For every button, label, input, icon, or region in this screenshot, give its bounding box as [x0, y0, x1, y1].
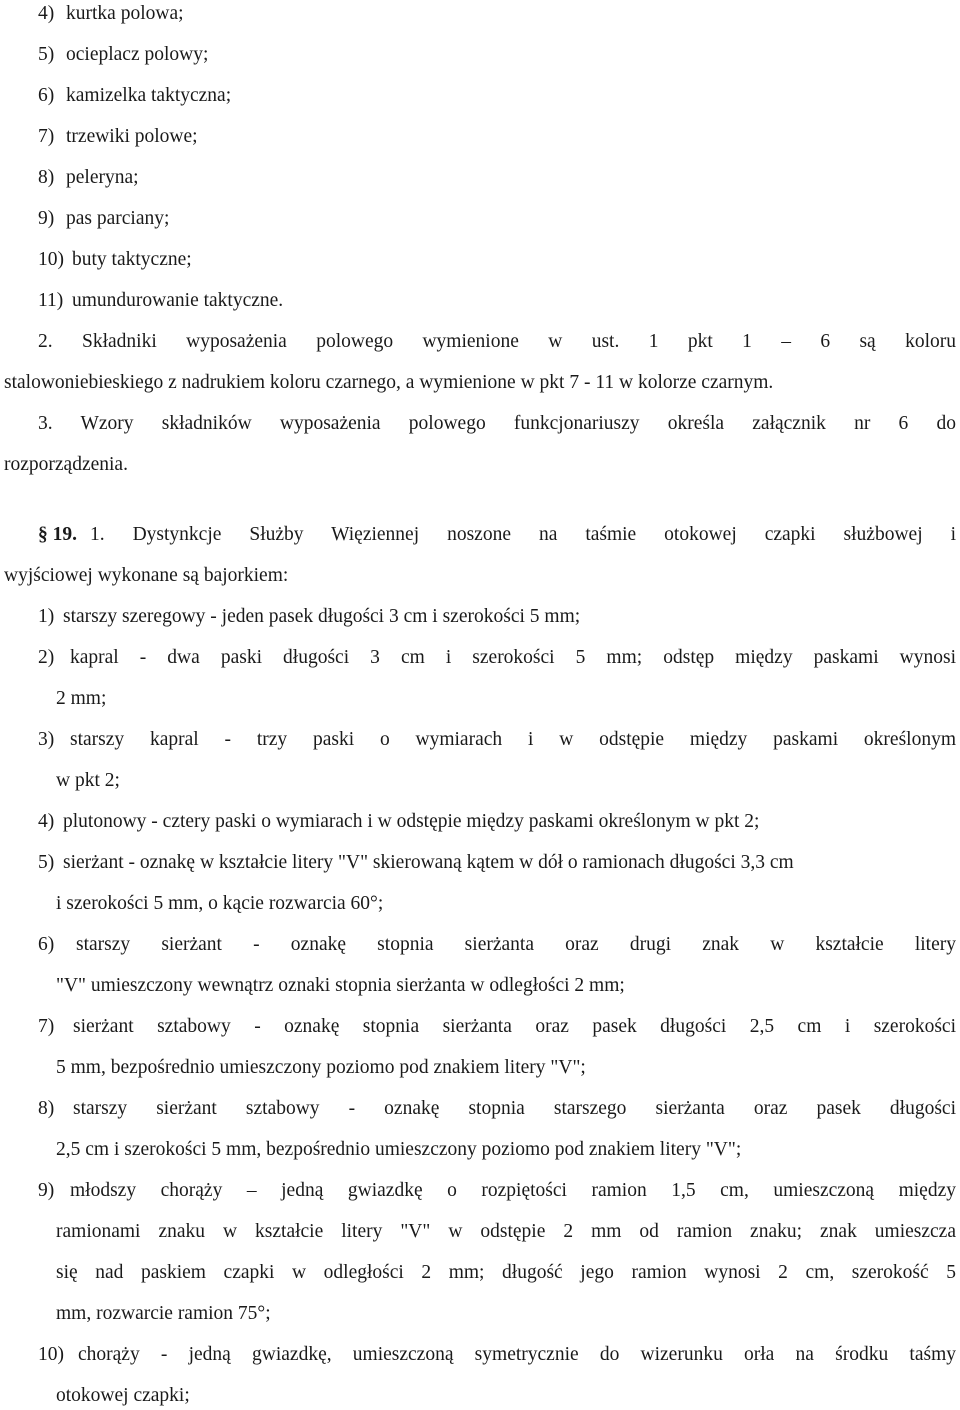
rank-number: 1)	[38, 606, 55, 627]
list-item-number: 11)	[38, 290, 64, 311]
rank-number: 4)	[38, 811, 55, 832]
rank-text: 2 mm;	[56, 688, 107, 709]
rank-number: 5)	[38, 852, 55, 873]
section-mark: § 19.	[38, 524, 77, 545]
list-item-number: 8)	[38, 167, 55, 188]
list-item-number: 7)	[38, 126, 55, 147]
rank-number: 8)	[38, 1098, 55, 1119]
paragraph-3-line-1: 3. Wzory składników wyposażenia polowego funkcjonariuszy określa załącznik nr 6 do	[38, 414, 956, 434]
rank-text: starszy sierżant - oznakę stopnia sierżanta oraz drugi znak w kształcie litery	[76, 935, 956, 955]
list-item-number: 5)	[38, 44, 55, 65]
rank-text: młodszy chorąży – jedną gwiazdkę o rozpiętości ramion 1,5 cm, umieszczoną między	[70, 1181, 956, 1201]
rank-text: sierżant - oznakę w kształcie litery "V" skierowaną kątem w dół o ramionach długości 3,3 cm	[63, 852, 794, 873]
rank-number: 7)	[38, 1016, 55, 1037]
section-19-line-1: 1. Dystynkcje Służby Więziennej noszone na taśmie otokowej czapki służbowej i	[90, 525, 956, 545]
list-item-number: 4)	[38, 3, 55, 24]
paragraph-2-line-1: 2. Składniki wyposażenia polowego wymienione w ust. 1 pkt 1 – 6 są koloru	[38, 332, 956, 352]
list-item-number: 9)	[38, 208, 55, 229]
list-item-text: peleryna;	[66, 167, 139, 188]
section-19-line-2: wyjściowej wykonane są bajorkiem:	[4, 565, 289, 586]
list-item-text: trzewiki polowe;	[66, 126, 198, 147]
rank-text: starszy szeregowy - jeden pasek długości 3 cm i szerokości 5 mm;	[63, 606, 581, 627]
list-item-number: 6)	[38, 85, 55, 106]
rank-text: kapral - dwa paski długości 3 cm i szerokości 5 mm; odstęp między paskami wynosi	[70, 648, 956, 668]
paragraph-2-line-2: stalowoniebieskiego z nadrukiem koloru czarnego, a wymienione w pkt 7 - 11 w kolorze czarnym.	[4, 372, 774, 393]
rank-text: starszy kapral - trzy paski o wymiarach i w odstępie między paskami określonym	[70, 730, 956, 750]
list-item-text: kurtka polowa;	[66, 3, 184, 24]
rank-number: 2)	[38, 647, 55, 668]
list-item-text: kamizelka taktyczna;	[66, 85, 232, 106]
rank-text: otokowej czapki;	[56, 1385, 190, 1406]
list-item-number: 10)	[38, 249, 64, 270]
list-item-text: pas parciany;	[66, 208, 170, 229]
rank-text: w pkt 2;	[56, 770, 120, 791]
rank-number: 6)	[38, 934, 55, 955]
list-item-text: buty taktyczne;	[72, 249, 192, 270]
rank-number: 10)	[38, 1344, 64, 1365]
rank-number: 3)	[38, 729, 55, 750]
rank-text: się nad paskiem czapki w odległości 2 mm; długość jego ramion wynosi 2 cm, szerokość 5	[56, 1263, 956, 1283]
rank-text: sierżant sztabowy - oznakę stopnia sierżanta oraz pasek długości 2,5 cm i szerokości	[73, 1017, 956, 1037]
rank-text: mm, rozwarcie ramion 75°;	[56, 1303, 271, 1324]
rank-number: 9)	[38, 1180, 55, 1201]
rank-text: ramionami znaku w kształcie litery "V" w odstępie 2 mm od ramion znaku; znak umieszcza	[56, 1222, 956, 1242]
rank-text: chorąży - jedną gwiazdkę, umieszczoną symetrycznie do wizerunku orła na środku taśmy	[78, 1345, 956, 1365]
list-item-text: umundurowanie taktyczne.	[72, 290, 284, 311]
rank-text: plutonowy - cztery paski o wymiarach i w odstępie między paskami określonym w pkt 2;	[63, 811, 760, 832]
rank-text: 5 mm, bezpośrednio umieszczony poziomo pod znakiem litery "V";	[56, 1057, 586, 1078]
rank-text: 2,5 cm i szerokości 5 mm, bezpośrednio umieszczony poziomo pod znakiem litery "V";	[56, 1139, 742, 1160]
rank-text: starszy sierżant sztabowy - oznakę stopnia starszego sierżanta oraz pasek długości	[73, 1099, 956, 1119]
list-item-text: ocieplacz polowy;	[66, 44, 209, 65]
paragraph-3-line-2: rozporządzenia.	[4, 454, 128, 475]
rank-text: i szerokości 5 mm, o kącie rozwarcia 60°;	[56, 893, 384, 914]
rank-text: "V" umieszczony wewnątrz oznaki stopnia sierżanta w odległości 2 mm;	[56, 975, 625, 996]
